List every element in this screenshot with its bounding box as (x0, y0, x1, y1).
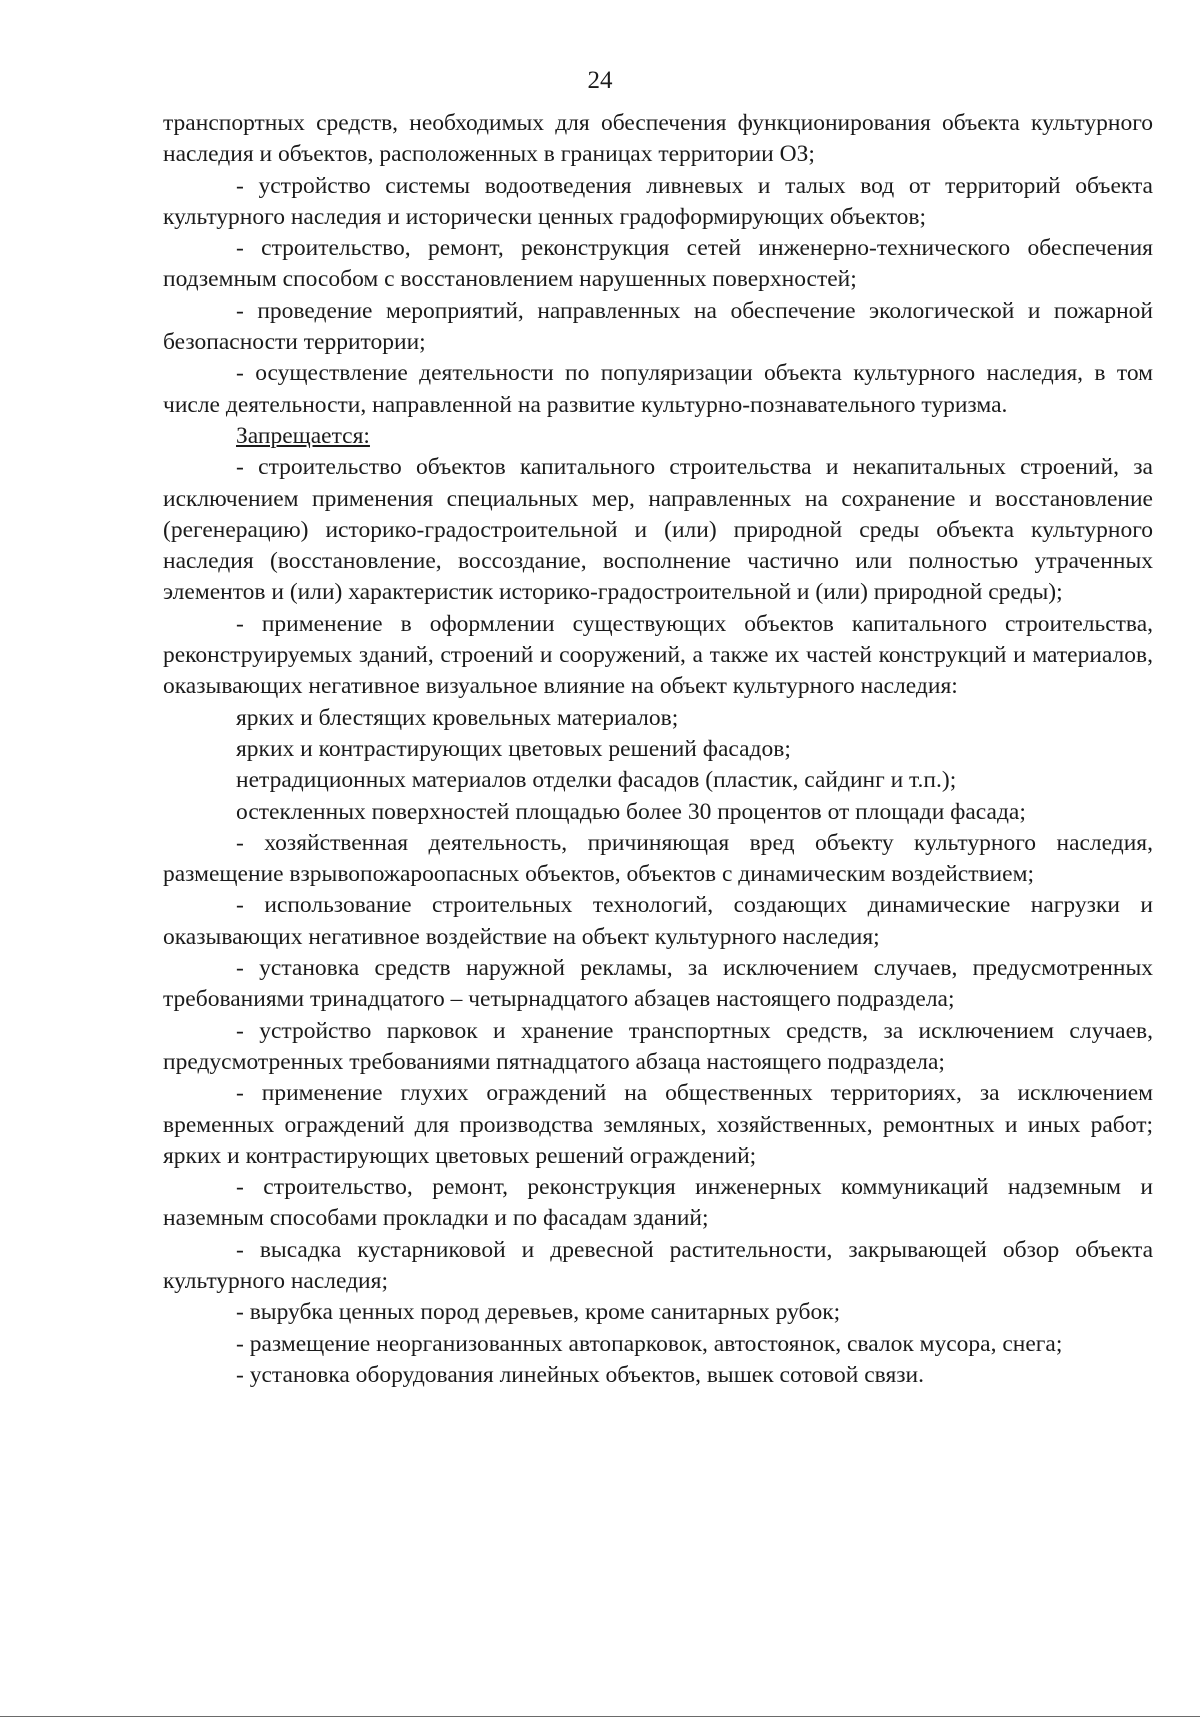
section-heading: Запрещается: (236, 422, 370, 449)
document-body (163, 108, 1153, 1391)
list-item: - установка оборудования линейных объектов, вышек сотовой связи. (236, 1361, 925, 1388)
page-number: 24 (587, 67, 613, 94)
list-item: - проведение мероприятий, направленных на обеспечение экологической и пожарной безопасности территории; (163, 297, 1153, 356)
page-bottom-edge (0, 1716, 1200, 1717)
list-item: - устройство парковок и хранение транспортных средств, за исключением случаев, предусмотренных требованиями пятнадцатого абзаца настоящего подраздела; (163, 1017, 1153, 1075)
list-item: - устройство системы водоотведения ливневых и талых вод от территорий объекта культурного наследия и исторически ценных градоформирующих объектов; (163, 172, 1153, 230)
list-item: - применение глухих ограждений на общественных территориях, за исключением временных ограждений для производства земляных, хозяйственных, ремонтных и иных работ; ярких и контрастирующих цветовых решений ограждений; (163, 1080, 1153, 1169)
list-item: - высадка кустарниковой и древесной растительности, закрывающей обзор объекта культурного наследия; (163, 1236, 1153, 1294)
list-item: - строительство, ремонт, реконструкция сетей инженерно-технического обеспечения подземным способом с восстановлением нарушенных поверхностей; (163, 235, 1153, 293)
sub-list-item: ярких и блестящих кровельных материалов; (236, 704, 679, 731)
list-item: - вырубка ценных пород деревьев, кроме санитарных рубок; (236, 1299, 841, 1326)
list-item: - строительство объектов капитального строительства и некапитальных строений, за исключением применения специальных мер, направленных на сохранение и восстановление (регенерацию) историко-градостроительной и (или) природной среды объекта культурного наследия (восстановление, воссоздание, восполнение частично или полностью утраченных элементов и (или) характеристик историко-градостроительной и (или) природной среды); (163, 454, 1153, 606)
list-item: - размещение неорганизованных автопарковок, автостоянок, свалок мусора, снега; (236, 1330, 1063, 1357)
list-item: - использование строительных технологий, создающих динамические нагрузки и оказывающих негативное воздействие на объект культурного наследия; (163, 892, 1153, 950)
paragraph: транспортных средств, необходимых для обеспечения функционирования объекта культурного наследия и объектов, расположенных в границах территории ОЗ; (163, 110, 1153, 168)
sub-list-item: остекленных поверхностей площадью более 30 процентов от площади фасада; (236, 798, 1026, 825)
list-item: - применение в оформлении существующих объектов капитального строительства, реконструируемых зданий, строений и сооружений, а также их частей конструкций и материалов, оказывающих негативное визуальное влияние на объект культурного наследия: (163, 610, 1153, 700)
sub-list-item: нетрадиционных материалов отделки фасадов (пластик, сайдинг и т.п.); (236, 767, 957, 794)
list-item: - строительство, ремонт, реконструкция инженерных коммуникаций надземным и наземным способами прокладки и по фасадам зданий; (163, 1174, 1153, 1232)
list-item: - хозяйственная деятельность, причиняющая вред объекту культурного наследия, размещение взрывопожароопасных объектов, объектов с динамическим воздействием; (163, 829, 1153, 888)
sub-list-item: ярких и контрастирующих цветовых решений фасадов; (236, 735, 791, 762)
list-item: - установка средств наружной рекламы, за исключением случаев, предусмотренных требованиями тринадцатого – четырнадцатого абзацев настоящего подраздела; (163, 955, 1153, 1013)
list-item: - осуществление деятельности по популяризации объекта культурного наследия, в том числе деятельности, направленной на развитие культурно-познавательного туризма. (163, 360, 1153, 418)
